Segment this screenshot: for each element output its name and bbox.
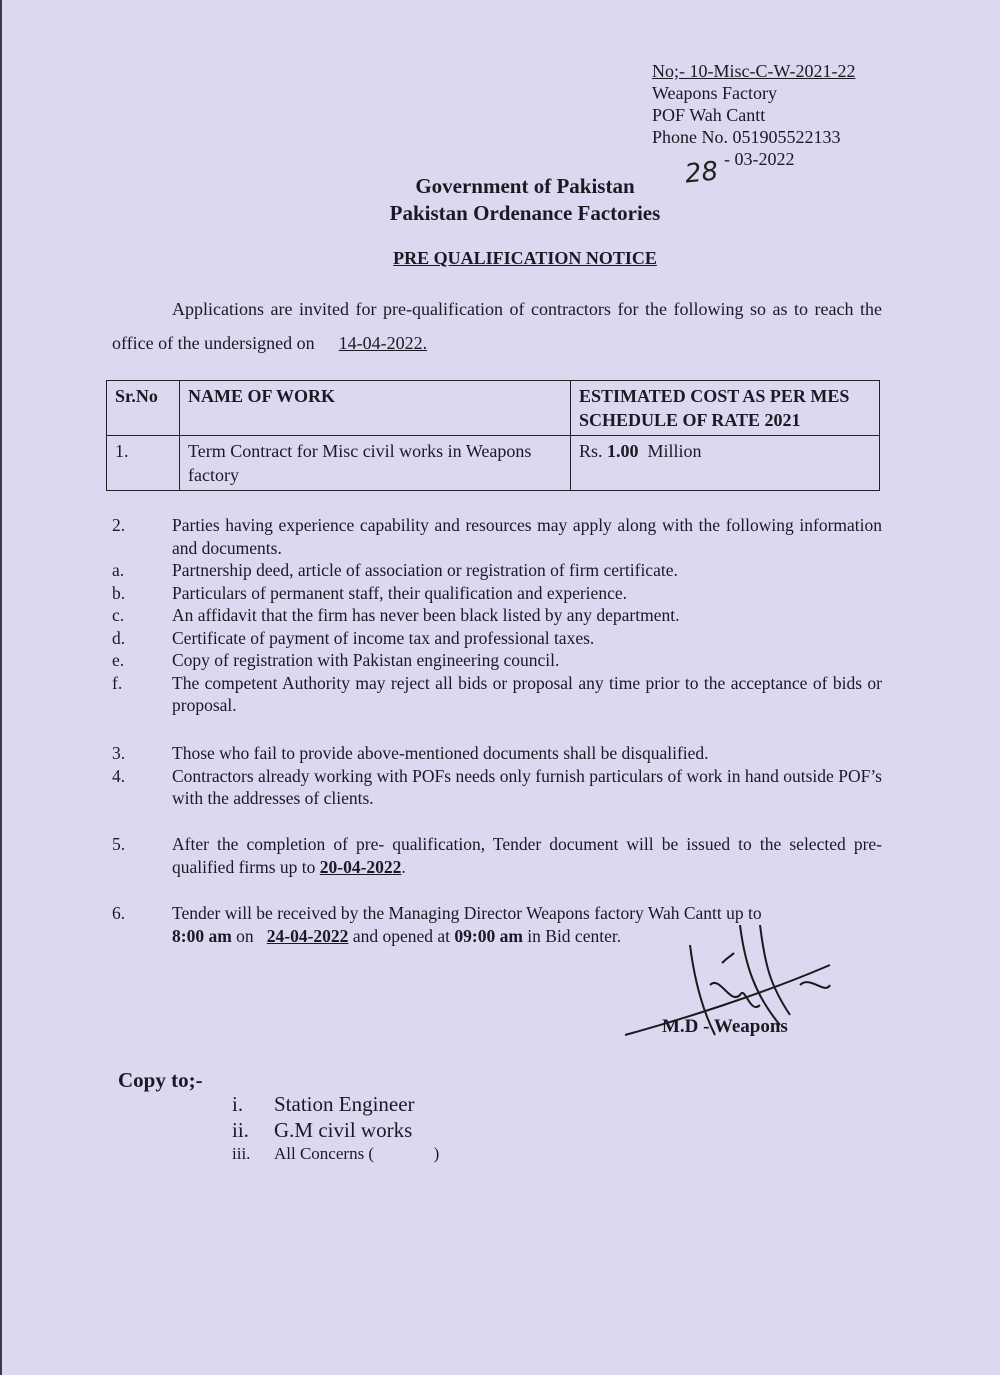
point-5 [112,833,882,878]
point-text: Copy of registration with Pakistan engineering council. [172,650,560,670]
point6-text2: and opened at [352,925,450,946]
intro-text: Applications are invited for pre-qualification of contractors for the following so as to reach the office of the undersigned on [112,299,882,353]
point-item [112,742,882,765]
point5-text: After the completion of pre- qualification, Tender document will be issued to the selected pre-qualified firms up to [172,834,882,877]
point-num: 5. [112,834,126,854]
copy-to-label: Copy to;- [118,1068,203,1092]
cell-work: Term Contract for Misc civil works in Weapons factory [180,436,571,491]
point-num: d. [112,627,126,648]
cell-cost [571,436,880,491]
table-row [107,436,880,491]
work-table [106,380,880,491]
notice-title: PRE QUALIFICATION NOTICE [393,248,657,268]
point-item [112,514,882,559]
point6-date: 24-04-2022 [266,925,349,946]
copy-num: iii. [232,1144,251,1163]
point-item [112,627,882,650]
point6-time2: 09:00 am [454,925,523,946]
point-num: 2. [112,515,126,535]
points-list-a [112,514,882,717]
point-item [112,765,882,810]
reference-date: - 03-2022 [724,149,795,169]
point-text [172,833,882,878]
point5-date: 20-04-2022 [319,856,402,877]
reference-number: No;- 10-Misc-C-W-2021-22 [652,61,856,81]
point6-time1: 8:00 am [172,925,232,946]
point5-end: . [401,856,406,877]
point-text: Partnership deed, article of association or registration of firm certificate. [172,560,678,580]
copy-text: All Concerns ( ) [274,1144,440,1163]
point-item [112,582,882,605]
point-num: b. [112,582,126,603]
intro-paragraph [112,292,882,360]
scan-edge [0,0,2,1375]
point-text: Parties having experience capability and resources may apply along with the following information and documents. [172,515,882,558]
cost-value: 1.00 [607,441,639,461]
header-srno: Sr.No [107,381,180,436]
point-num: c. [112,605,125,625]
point-item [112,649,882,672]
point-num: a. [112,560,125,580]
copy-num: i. [232,1092,244,1116]
cost-prefix: Rs. [579,441,603,461]
copy-to-item [232,1092,415,1117]
table-header-row [107,381,880,436]
point-item [112,833,882,878]
point-text: Those who fail to provide above-mentioned documents shall be disqualified. [172,743,709,763]
reference-phone: Phone No. 051905522133 [652,127,841,147]
reference-block [652,60,855,170]
point-num: f. [112,672,123,693]
copy-to-item [232,1144,439,1164]
reference-office: Weapons Factory [652,83,778,103]
point6-on: on [236,925,254,946]
point-num: 4. [112,765,126,786]
reference-location: POF Wah Cantt [652,105,766,125]
copy-num: ii. [232,1118,249,1142]
govt-heading: Government of Pakistan [415,174,635,198]
signatory-designation: M.D - Weapons [662,1016,788,1037]
cost-unit: Million [647,441,702,461]
intro-date: 14-04-2022. [338,333,428,353]
point6-text1: Tender will be received by the Managing Director Weapons factory Wah Cantt up to [172,903,762,923]
copy-text: G.M civil works [274,1118,413,1142]
cell-srno: 1. [107,436,180,491]
point-text: Certificate of payment of income tax and professional taxes. [172,627,595,648]
point-item [112,604,882,627]
point-text: Contractors already working with POFs needs only furnish particulars of work in hand outside POF’s with the addresses of clients. [172,765,882,808]
point-num: 3. [112,743,126,763]
org-heading: Pakistan Ordenance Factories [389,201,661,225]
header-name-of-work: NAME OF WORK [180,381,571,436]
handwritten-day: 28 [683,156,720,190]
point-num: e. [112,650,125,670]
point-text: An affidavit that the firm has never been black listed by any department. [172,605,680,625]
points-list-b [112,742,882,810]
point6-text3: in Bid center. [527,925,622,946]
point-num: 6. [112,903,126,923]
copy-to-item [232,1118,412,1143]
point-item [112,672,882,717]
point-text: The competent Authority may reject all bids or proposal any time prior to the acceptance of bids or proposal. [172,672,882,715]
header-estimated-cost: ESTIMATED COST AS PER MES SCHEDULE OF RATE 2021 [571,381,880,436]
point-text: Particulars of permanent staff, their qualification and experience. [172,582,627,603]
point-item [112,559,882,582]
copy-text: Station Engineer [274,1092,415,1116]
